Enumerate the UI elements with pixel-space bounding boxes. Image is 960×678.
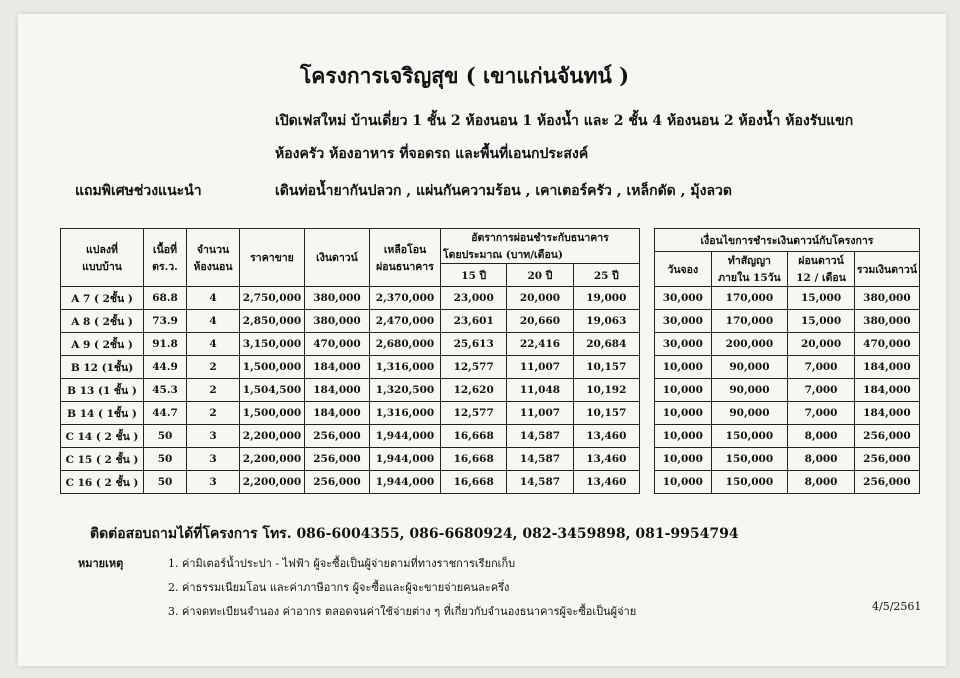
table-cell: A 7 ( 2ชั้น ) xyxy=(61,287,144,310)
table-cell: 470,000 xyxy=(305,333,370,356)
table-cell: 380,000 xyxy=(305,287,370,310)
description-line-1: เปิดเฟสใหม่ บ้านเดี่ยว 1 ชั้น 2 ห้องนอน 1 ห้องน้ำ และ 2 ชั้น 4 ห้องนอน 2 ห้องน้ำ ห้องรับแขก xyxy=(275,113,854,129)
table-cell: 10,157 xyxy=(573,402,639,425)
table-cell: 3,150,000 xyxy=(240,333,305,356)
table-cell: 10,000 xyxy=(655,402,712,425)
header-balance: เหลือโอน ผ่อนธนาคาร xyxy=(370,229,441,287)
table-cell: 16,668 xyxy=(441,448,507,471)
table-cell: 13,460 xyxy=(573,425,639,448)
table-cell: 2,850,000 xyxy=(240,310,305,333)
table-cell: 8,000 xyxy=(788,448,855,471)
table-cell: 184,000 xyxy=(854,402,919,425)
table-cell: 23,000 xyxy=(441,287,507,310)
down-payment-row xyxy=(655,402,920,425)
price-table-row xyxy=(61,379,640,402)
table-cell: 256,000 xyxy=(305,471,370,494)
table-cell: 380,000 xyxy=(854,310,919,333)
header-area: เนื้อที่ ตร.ว. xyxy=(144,229,187,287)
table-cell: 11,048 xyxy=(507,379,573,402)
table-cell: 256,000 xyxy=(305,448,370,471)
table-cell: 20,000 xyxy=(507,287,573,310)
promo-label: แถมพิเศษช่วงแนะนำ xyxy=(75,183,202,199)
table-cell: 90,000 xyxy=(711,402,788,425)
table-cell: A 8 ( 2ชั้น ) xyxy=(61,310,144,333)
table-cell: 50 xyxy=(144,471,187,494)
table-cell: 2,200,000 xyxy=(240,448,305,471)
table-cell: 68.8 xyxy=(144,287,187,310)
table-cell: 1,316,000 xyxy=(370,402,441,425)
table-cell: 170,000 xyxy=(711,287,788,310)
down-payment-row xyxy=(655,333,920,356)
table-cell: 16,668 xyxy=(441,425,507,448)
header-20y: 20 ปี xyxy=(507,264,573,287)
table-cell: 256,000 xyxy=(854,425,919,448)
table-cell: 2,370,000 xyxy=(370,287,441,310)
side-header-contract: ทำสัญญา ภายใน 15วัน xyxy=(711,252,788,287)
table-cell: B 14 ( 1ชั้น ) xyxy=(61,402,144,425)
note-3: 3. ค่าจดทะเบียนจำนอง ค่าอากร ตลอดจนค่าใช้จ่ายต่าง ๆ ที่เกี่ยวกับจำนองธนาคารผู้จะซื้อเป็นผู้จ่าย xyxy=(168,605,637,618)
table-cell: 200,000 xyxy=(711,333,788,356)
table-cell: 23,601 xyxy=(441,310,507,333)
table-cell: 50 xyxy=(144,448,187,471)
price-table-row xyxy=(61,425,640,448)
table-cell: 7,000 xyxy=(788,402,855,425)
table-cell: 44.7 xyxy=(144,402,187,425)
table-cell: 1,320,500 xyxy=(370,379,441,402)
contact-line: ติดต่อสอบถามได้ที่โครงการ โทร. 086-6004355, 086-6680924, 082-3459898, 081-9954794 xyxy=(90,526,739,542)
header-25y: 25 ปี xyxy=(573,264,639,287)
table-cell: 256,000 xyxy=(305,425,370,448)
table-cell: 4 xyxy=(187,333,240,356)
table-cell: 30,000 xyxy=(655,310,712,333)
table-cell: 1,500,000 xyxy=(240,402,305,425)
table-cell: 1,944,000 xyxy=(370,425,441,448)
table-cell: 1,504,500 xyxy=(240,379,305,402)
table-cell: 10,000 xyxy=(655,448,712,471)
header-down: เงินดาวน์ xyxy=(305,229,370,287)
side-header-reserve: วันจอง xyxy=(655,252,712,287)
header-price: ราคาขาย xyxy=(240,229,305,287)
note-2: 2. ค่าธรรมเนียมโอน และค่าภาษีอากร ผู้จะซื้อและผู้จะขายจ่ายคนละครึ่ง xyxy=(168,581,510,594)
table-cell: 150,000 xyxy=(711,425,788,448)
table-cell: 184,000 xyxy=(854,356,919,379)
table-cell: 3 xyxy=(187,471,240,494)
header-15y: 15 ปี xyxy=(441,264,507,287)
table-cell: 91.8 xyxy=(144,333,187,356)
table-cell: 20,660 xyxy=(507,310,573,333)
table-cell: 11,007 xyxy=(507,402,573,425)
table-cell: 184,000 xyxy=(305,379,370,402)
header-rate: อัตราการผ่อนชำระกับธนาคาร โดยประมาณ (บาท/เดือน) xyxy=(441,229,640,264)
table-cell: 8,000 xyxy=(788,471,855,494)
table-cell: 30,000 xyxy=(655,333,712,356)
table-cell: 20,000 xyxy=(788,333,855,356)
side-header-total: รวมเงินดาวน์ xyxy=(854,252,919,287)
table-cell: 380,000 xyxy=(854,287,919,310)
table-cell: B 13 (1 ชั้น ) xyxy=(61,379,144,402)
down-payment-table xyxy=(654,228,920,494)
table-cell: 1,500,000 xyxy=(240,356,305,379)
table-cell: 13,460 xyxy=(573,471,639,494)
table-cell: 3 xyxy=(187,448,240,471)
table-cell: 380,000 xyxy=(305,310,370,333)
down-payment-row xyxy=(655,448,920,471)
table-cell: 12,620 xyxy=(441,379,507,402)
table-cell: 13,460 xyxy=(573,448,639,471)
down-payment-row xyxy=(655,310,920,333)
header-plot: แปลงที่ แบบบ้าน xyxy=(61,229,144,287)
table-cell: 12,577 xyxy=(441,402,507,425)
table-cell: 16,668 xyxy=(441,471,507,494)
table-cell: 10,000 xyxy=(655,425,712,448)
price-table-row xyxy=(61,333,640,356)
table-cell: 25,613 xyxy=(441,333,507,356)
table-cell: 30,000 xyxy=(655,287,712,310)
table-cell: 12,577 xyxy=(441,356,507,379)
table-cell: 10,157 xyxy=(573,356,639,379)
table-cell: 10,192 xyxy=(573,379,639,402)
table-cell: 50 xyxy=(144,425,187,448)
table-cell: 256,000 xyxy=(854,471,919,494)
table-cell: 10,000 xyxy=(655,356,712,379)
table-cell: 11,007 xyxy=(507,356,573,379)
table-cell: B 12 (1ชั้น) xyxy=(61,356,144,379)
table-cell: C 16 ( 2 ชั้น ) xyxy=(61,471,144,494)
table-cell: 150,000 xyxy=(711,448,788,471)
table-cell: 4 xyxy=(187,310,240,333)
table-cell: 44.9 xyxy=(144,356,187,379)
side-header-monthly: ผ่อนดาวน์ 12 / เดือน xyxy=(788,252,855,287)
table-cell: 19,000 xyxy=(573,287,639,310)
down-payment-row xyxy=(655,287,920,310)
table-cell: 2 xyxy=(187,379,240,402)
table-cell: 1,944,000 xyxy=(370,448,441,471)
note-1: 1. ค่ามิเตอร์น้ำประปา - ไฟฟ้า ผู้จะซื้อเป็นผู้จ่ายตามที่ทางราชการเรียกเก็บ xyxy=(168,557,516,570)
down-payment-row xyxy=(655,425,920,448)
price-table-row xyxy=(61,448,640,471)
table-cell: 19,063 xyxy=(573,310,639,333)
project-title: โครงการเจริญสุข ( เขาแก่นจันทน์ ) xyxy=(300,63,630,88)
table-cell: 470,000 xyxy=(854,333,919,356)
table-cell: 3 xyxy=(187,425,240,448)
price-table-row xyxy=(61,287,640,310)
table-cell: 15,000 xyxy=(788,287,855,310)
table-cell: 10,000 xyxy=(655,379,712,402)
table-cell: 7,000 xyxy=(788,356,855,379)
table-cell: 14,587 xyxy=(507,471,573,494)
down-payment-row xyxy=(655,471,920,494)
table-cell: 4 xyxy=(187,287,240,310)
down-payment-row xyxy=(655,379,920,402)
table-cell: 8,000 xyxy=(788,425,855,448)
table-cell: 15,000 xyxy=(788,310,855,333)
table-cell: 1,944,000 xyxy=(370,471,441,494)
table-cell: 170,000 xyxy=(711,310,788,333)
table-cell: 90,000 xyxy=(711,356,788,379)
table-cell: 14,587 xyxy=(507,425,573,448)
table-cell: 150,000 xyxy=(711,471,788,494)
header-rooms: จำนวน ห้องนอน xyxy=(187,229,240,287)
table-cell: 2,200,000 xyxy=(240,425,305,448)
table-cell: 256,000 xyxy=(854,448,919,471)
table-cell: 20,684 xyxy=(573,333,639,356)
table-cell: 184,000 xyxy=(854,379,919,402)
table-cell: 2 xyxy=(187,402,240,425)
table-cell: 45.3 xyxy=(144,379,187,402)
table-cell: 90,000 xyxy=(711,379,788,402)
table-cell: 73.9 xyxy=(144,310,187,333)
table-cell: 184,000 xyxy=(305,402,370,425)
table-cell: 2 xyxy=(187,356,240,379)
table-cell: 2,680,000 xyxy=(370,333,441,356)
table-cell: 2,750,000 xyxy=(240,287,305,310)
remark-label: หมายเหตุ xyxy=(78,557,124,570)
table-cell: A 9 ( 2ชั้น ) xyxy=(61,333,144,356)
table-cell: 10,000 xyxy=(655,471,712,494)
price-table-row xyxy=(61,310,640,333)
table-cell: 1,316,000 xyxy=(370,356,441,379)
side-header-title: เงื่อนไขการชำระเงินดาวน์กับโครงการ xyxy=(655,229,920,252)
promo-text: เดินท่อน้ำยากันปลวก , แผ่นกันความร้อน , เคาเตอร์ครัว , เหล็กดัด , มุ้งลวด xyxy=(275,183,732,199)
document-date: 4/5/2561 xyxy=(872,600,922,613)
table-cell: 22,416 xyxy=(507,333,573,356)
price-table-row xyxy=(61,356,640,379)
table-cell: C 15 ( 2 ชั้น ) xyxy=(61,448,144,471)
price-table-row xyxy=(61,471,640,494)
table-cell: 7,000 xyxy=(788,379,855,402)
table-cell: 14,587 xyxy=(507,448,573,471)
price-table-row xyxy=(61,402,640,425)
table-cell: C 14 ( 2 ชั้น ) xyxy=(61,425,144,448)
description-line-2: ห้องครัว ห้องอาหาร ที่จอดรถ และพื้นที่เอนกประสงค์ xyxy=(275,146,589,162)
table-cell: 2,200,000 xyxy=(240,471,305,494)
down-payment-row xyxy=(655,356,920,379)
price-table xyxy=(60,228,640,494)
table-cell: 184,000 xyxy=(305,356,370,379)
table-cell: 2,470,000 xyxy=(370,310,441,333)
